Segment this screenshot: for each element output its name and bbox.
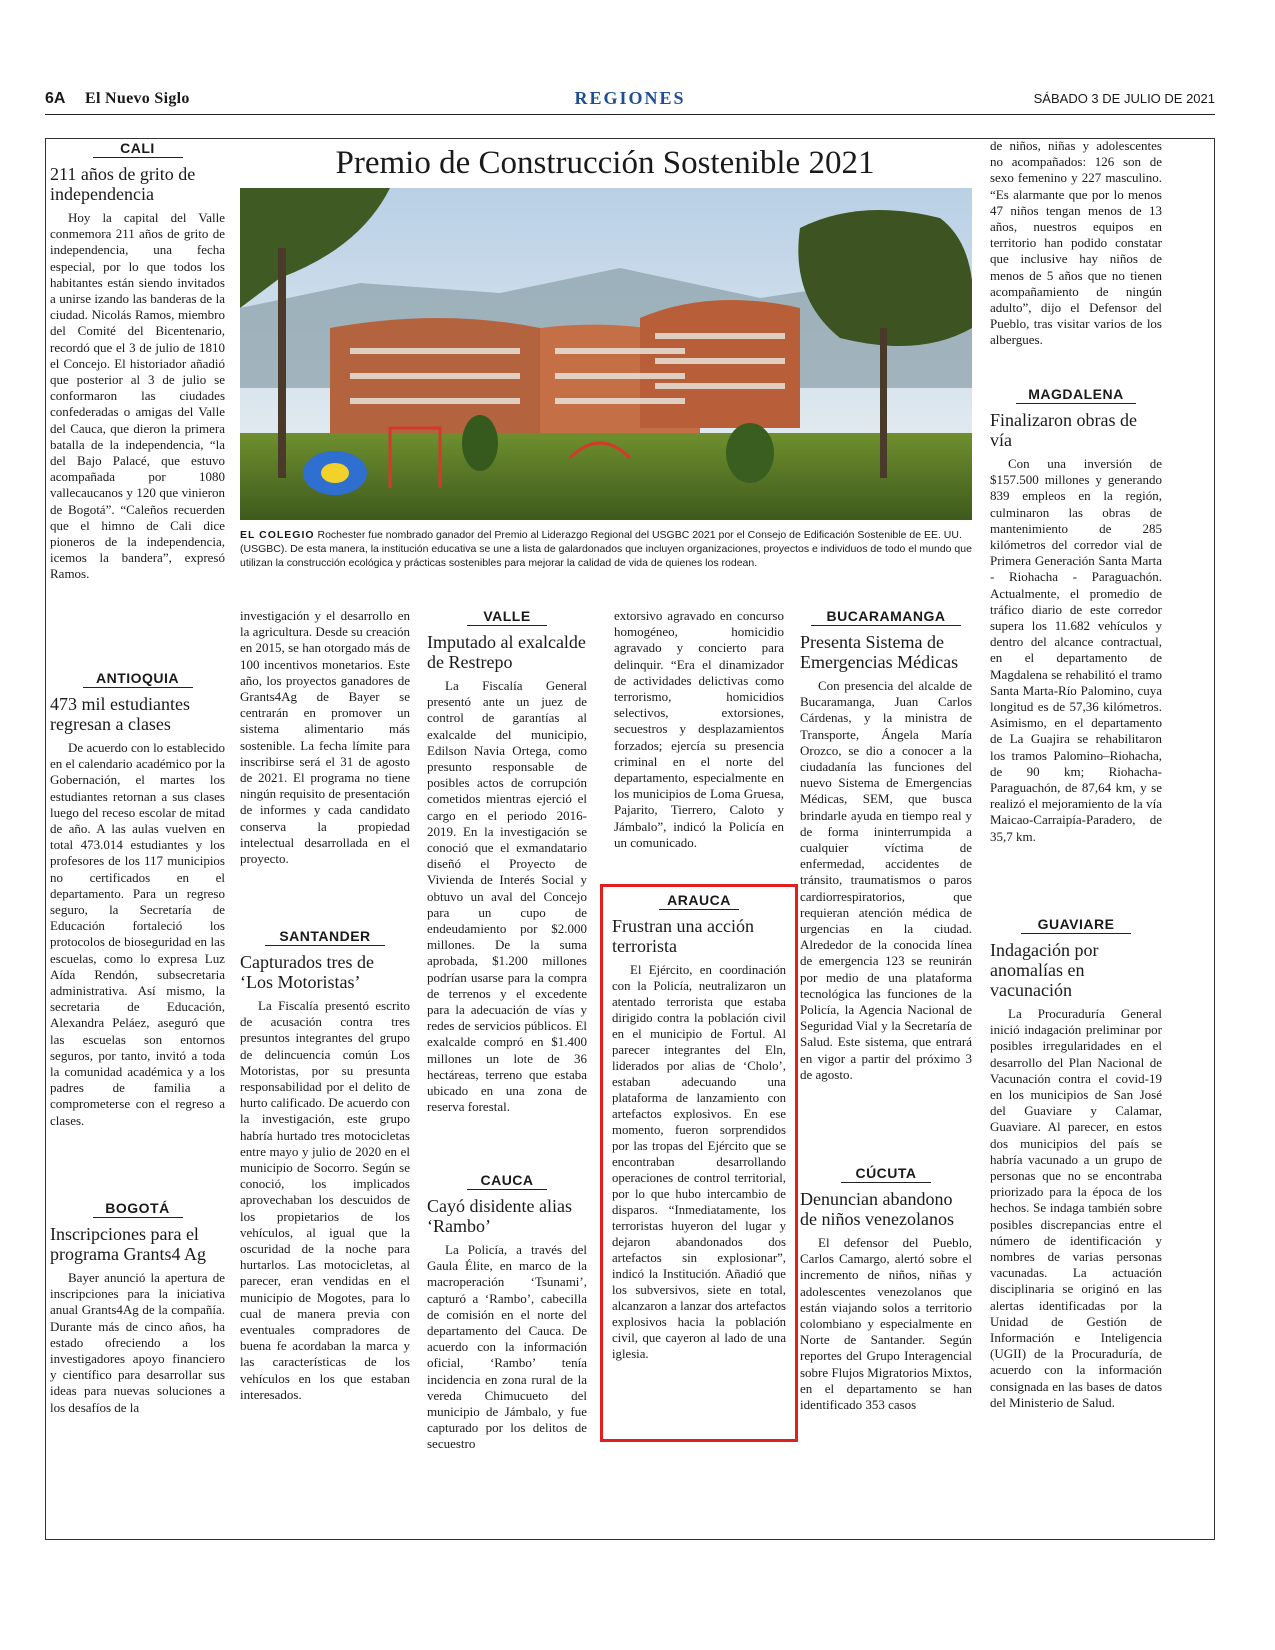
article-magdalena: Con una inversión de $157.500 millones y generando 839 empleos en la región, culminaron las obras de mantenimiento de 285 kilómetros del corredor vial de Primera Generación Santa Marta - Riohacha - Paraguachón. Actualmente, el promedio de tráfico diario de este corredor supera los 11.682 vehículos y dentro del alcance contractual, en el departamento de Magdalena se rehabilitó el tramo Santa Marta-Río Palomino, cuya longitud es de 57,36 kilómetros. Asimismo, en el departamento de La Guajira se rehabilitaron los tramos Palomino–Riohacha, de 90 km; Riohacha-Paraguachón, de 87,64 km, y se realizó el mejoramiento de la vía Maicao-Carraipía-Paradero, de 35,7 km. (990, 456, 1162, 844)
headline-cauca: Cayó disidente alias ‘Rambo’ (427, 1196, 572, 1236)
column-2 (240, 608, 410, 867)
header-rule (45, 114, 1215, 115)
headline-bogota: Inscripciones para el programa Grants4 Ag (50, 1224, 206, 1264)
feature-title: Premio de Construcción Sostenible 2021 (335, 145, 875, 181)
article-bogota-continued: investigación y el desarrollo en la agricultura. Desde su creación en 2015, se han otorgado más de 100 incentivos monetarios. Este año, los proyectos ganadores de Grants4Ag de Bayer se centrarán en promover un sistema alimentario más sostenible. La fecha límite para inscribirse será el 31 de agosto de 2021. El programa no tiene ningún requisito de presentación de informes y cada candidato conserva la propiedad intelectual desarrollada en el proyecto. (240, 608, 411, 867)
photo-caption (240, 528, 972, 570)
article-cauca: La Policía, a través del Gaula Élite, en marco de la macroperación ‘Tsunami’, capturó a ‘Rambo’, cabecilla de comisión en el norte del departamento del Cauca. De acuerdo con la información oficial, ‘Rambo’ tenía incidencia en zona rural de la vereda Chimucueto del municipio de Jámbalo, y fue capturado por los delitos de secuestro (427, 1242, 587, 1452)
article-bogota: Bayer anunció la apertura de inscripciones para la iniciativa anual Grants4Ag de la compañía. Durante más de cinco años, ha estado ofreciendo a los investigadores apoyo financiero y científico para desarrollar sus ideas para nuevas soluciones a los desafíos de la (50, 1270, 225, 1415)
section-tag-bogota: BOGOTÁ (93, 1200, 183, 1218)
column-3 (427, 608, 587, 1115)
section-tag-magdalena: MAGDALENA (1016, 386, 1136, 404)
feature-photo (240, 188, 972, 520)
column-2-santander (240, 928, 410, 1403)
section-tag-cali: CALI (93, 140, 183, 158)
section-tag-santander: SANTANDER (265, 928, 385, 946)
section-tag-arauca: ARAUCA (659, 892, 739, 910)
page-number: 6A (45, 90, 66, 107)
caption-text: Rochester fue nombrado ganador del Premio al Liderazgo Regional del USGBC 2021 por el Consejo de Edificación Sostenible de EE. UU. (USGBC). De esta manera, la institución educativa se une a lista de galardonados que incluyen organizaciones, proyectos e individuos de todo el mundo que utilizan la construcción ecológica y prácticas sostenibles para mejorar la calidad de vida de quienes los rodean. (240, 529, 972, 569)
headline-santander: Capturados tres de ‘Los Motoristas’ (240, 952, 374, 992)
column-left-antioquia (50, 670, 225, 1129)
column-6 (990, 138, 1162, 349)
column-3-cauca (427, 1172, 587, 1453)
column-6-guaviare (990, 916, 1162, 1411)
column-5-cucuta (800, 1165, 972, 1413)
column-left (50, 140, 225, 583)
column-left-bogota (50, 1200, 225, 1416)
column-5 (800, 608, 972, 1083)
column-4-arauca (612, 892, 786, 1362)
article-valle: La Fiscalía General presentó ante un juez de control de garantías al exalcalde del municipio, Edilson Navia Ortega, como presunto responsable de posibles actos de corrupción cometidos mientras ejerció el cargo en el periodo 2016-2019. En la investigación se conoció que el exmandatario diseñó el Proyecto de Vivienda de Interés Social y obtuvo un aval del Concejo para un cupo de endeudamiento por $2.000 millones. De la suma aprobada, $1.200 millones podrían usarse para la compra de terrenos y el excedente para la adecuación de vías y redes de servicios públicos. El exalcalde compró en $1.400 millones un lote de 36 hectáreas, terreno que estaba ubicado en una zona de reserva forestal. (427, 678, 587, 1115)
issue-date: SÁBADO 3 DE JULIO DE 2021 (1033, 91, 1215, 106)
section-tag-valle: VALLE (467, 608, 547, 626)
headline-arauca: Frustran una acción terrorista (612, 916, 754, 956)
section-tag-cauca: CAUCA (467, 1172, 547, 1190)
column-4 (614, 608, 784, 851)
headline-cucuta: Denuncian abandono de niños venezolanos (800, 1189, 954, 1229)
article-santander: La Fiscalía presentó escrito de acusación contra tres presuntos integrantes del grupo de delincuencia común Los Motoristas, por su presunta responsabilidad por el delito de hurto calificado. De acuerdo con la investigación, este grupo habría hurtado tres motocicletas entre mayo y julio de 2020 en el municipio de Socorro. Según se conoció, los implicados aprovechaban los descuidos de los propietarios de los vehículos, al igual que la oscuridad de la noche para hurtarlos. Las motocicletas, al parecer, eran vendidas en el municipio de Mogotes, para lo cual de manera previa con eventuales compradores de buena fe acordaban la marca y las características de los vehículos en los que estaban interesados. (240, 998, 411, 1402)
section-tag-antioquia: ANTIOQUIA (83, 670, 193, 688)
article-cucuta-continued: de niños, niñas y adolescentes no acompañados: 126 son de sexo femenino y 227 masculino. “Es alarmante que por lo menos 47 niños tengan menos de 13 años, nuestros equipos en territorio han podido constatar que inclusive hay niños de menos de 5 años que no tienen acompañamiento de ningún adulto”, dijo el Defensor del Pueblo, tras visitar varios de los albergues. (990, 138, 1162, 348)
caption-lead: EL COLEGIO (240, 529, 315, 541)
column-6-magdalena (990, 386, 1162, 845)
article-cali: Hoy la capital del Valle conmemora 211 años de grito de independencia, una fecha especial, por lo que todos los habitantes están siendo invitados a unirse izando las banderas de la ciudad. Nicolás Ramos, miembro del Comité del Bicentenario, recordó que el 3 de julio de 1810 el Concejo. El historiador añadió que posterior al 3 de julio se conformaron las ciudades confederadas o amigas del Valle del Cauca, que dieron la primera batalla de la independencia, “la del Bajo Palacé, que estuvo acompañada por 1080 vallecaucanos y 120 que vinieron de Bogotá”. “Caleños recuerden que el himno de Cali dice pioneros de la independencia, icemos la bandera”, expresó Ramos. (50, 210, 225, 582)
section-tag-bucaramanga: BUCARAMANGA (811, 608, 961, 626)
headline-guaviare: Indagación por anomalías en vacunación (990, 940, 1099, 1000)
article-guaviare: La Procuraduría General inició indagación preliminar por posibles irregularidades en el desarrollo del Plan Nacional de Vacunación contra el covid-19 en los municipios de San José del Guaviare y Calamar, Guaviare. Al parecer, en estos dos municipios del país se habría vacunado a un grupo de personas que no se encontraba priorizado para la época de los hechos. Se indaga también sobre posibles discrepancias entre el número de identificación y nombres de varias personas vacunadas. La actuación disciplinaria se originó en las alertas identificadas por la Unidad de Gestión de Información e Inteligencia (UGII) de la Procuraduría, de acuerdo con la información consignada en las bases de datos del Ministerio de Salud. (990, 1006, 1162, 1410)
headline-antioquia: 473 mil estudiantes regresan a clases (50, 694, 190, 734)
headline-magdalena: Finalizaron obras de vía (990, 410, 1137, 450)
article-arauca: El Ejército, en coordinación con la Policía, neutralizaron un atentado terrorista que estaba dirigido contra la población civil en el municipio de Fortul. Al parecer integrantes del Eln, liderados por alias de ‘Cholo’, estaban adecuando una plataforma de lanzamiento con artefactos explosivos. En ese momento, fueron sorprendidos por las tropas del Ejército que se encontraban desarrollando operaciones de control territorial, por lo que hubo intercambio de disparos. “Inmediatamente, los terroristas huyeron del lugar y dejaron abandonados dos artefactos sin explosionar”, indicó la Institución. Añadió que los subversivos, siete en total, alcanzaron a lanzar dos artefactos explosivos hacia la población civil, que cayeron al lado de una iglesia. (612, 963, 786, 1361)
headline-cali: 211 años de grito de independencia (50, 164, 196, 204)
page-header (45, 88, 1215, 112)
headline-valle: Imputado al exalcalde de Restrepo (427, 632, 586, 672)
headline-bucaramanga: Presenta Sistema de Emergencias Médicas (800, 632, 959, 672)
article-antioquia: De acuerdo con lo establecido en el calendario académico por la Gobernación, el martes los estudiantes retornan a sus clases luego del receso escolar de mitad de año. A las aulas vuelven en total 473.014 estudiantes y los profesores de los 117 municipios no certificados en el departamento. Para un regreso seguro, la Secretaría de Educación fortaleció los protocolos de bioseguridad en las escuelas, como lo expresa Luz Aída Rendón, subsecretaria administrativa. Así mismo, la secretaria de Educación, Alexandra Peláez, aseguró que las escuelas son entornos seguros, por tanto, invitó a toda la comunidad académica y a los padres de familia a comprometerse con el regreso a clases. (50, 740, 225, 1128)
section-tag-cucuta: CÚCUTA (841, 1165, 931, 1183)
section-title: REGIONES (574, 88, 686, 108)
article-cucuta: El defensor del Pueblo, Carlos Camargo, alertó sobre el incremento de niños, niñas y adolescentes venezolanos que están viajando solos a territorio colombiano y especialmente en Norte de Santander. Según reportes del Grupo Interagencial sobre Flujos Migratorios Mixtos, en el departamento se han identificado 353 casos (800, 1235, 972, 1413)
article-cauca-continued: extorsivo agravado en concurso homogéneo, homicidio agravado y concierto para delinquir. “Era el dinamizador de actividades delictivas como terrorismo, homicidios selectivos, extorsiones, secuestros y desplazamientos forzados; ejercía su presencia criminal en el norte del departamento, especialmente en los municipios de Loma Gruesa, Pajarito, Tierrero, Caloto y Jámbalo”, indicó la Policía en un comunicado. (614, 608, 784, 850)
school-photo-illustration (240, 188, 972, 520)
article-bucaramanga: Con presencia del alcalde de Bucaramanga, Juan Carlos Cárdenas, y la ministra de Transporte, Ángela María Orozco, se dio a conocer a la ciudadanía las funciones del nuevo Sistema de Emergencias Médicas, SEM, que busca brindarle ayuda en tiempo real y de forma ininterrumpida a cualquier víctima de enfermedad, accidentes de tránsito, traumatismos o paros cardiorrespiratorios, que requieran atención médica de urgencias en la ciudad. Alrededor de la conocida línea de emergencia 123 se reunirán por medio de una plataforma tecnológica las funciones de la Policía, la Agencia Nacional de Seguridad Vial y la Secretaría de Salud. Este sistema, que entrará en vigor a partir del próximo 3 de agosto. (800, 678, 972, 1082)
newspaper-name: El Nuevo Siglo (85, 90, 190, 107)
section-tag-guaviare: GUAVIARE (1021, 916, 1131, 934)
